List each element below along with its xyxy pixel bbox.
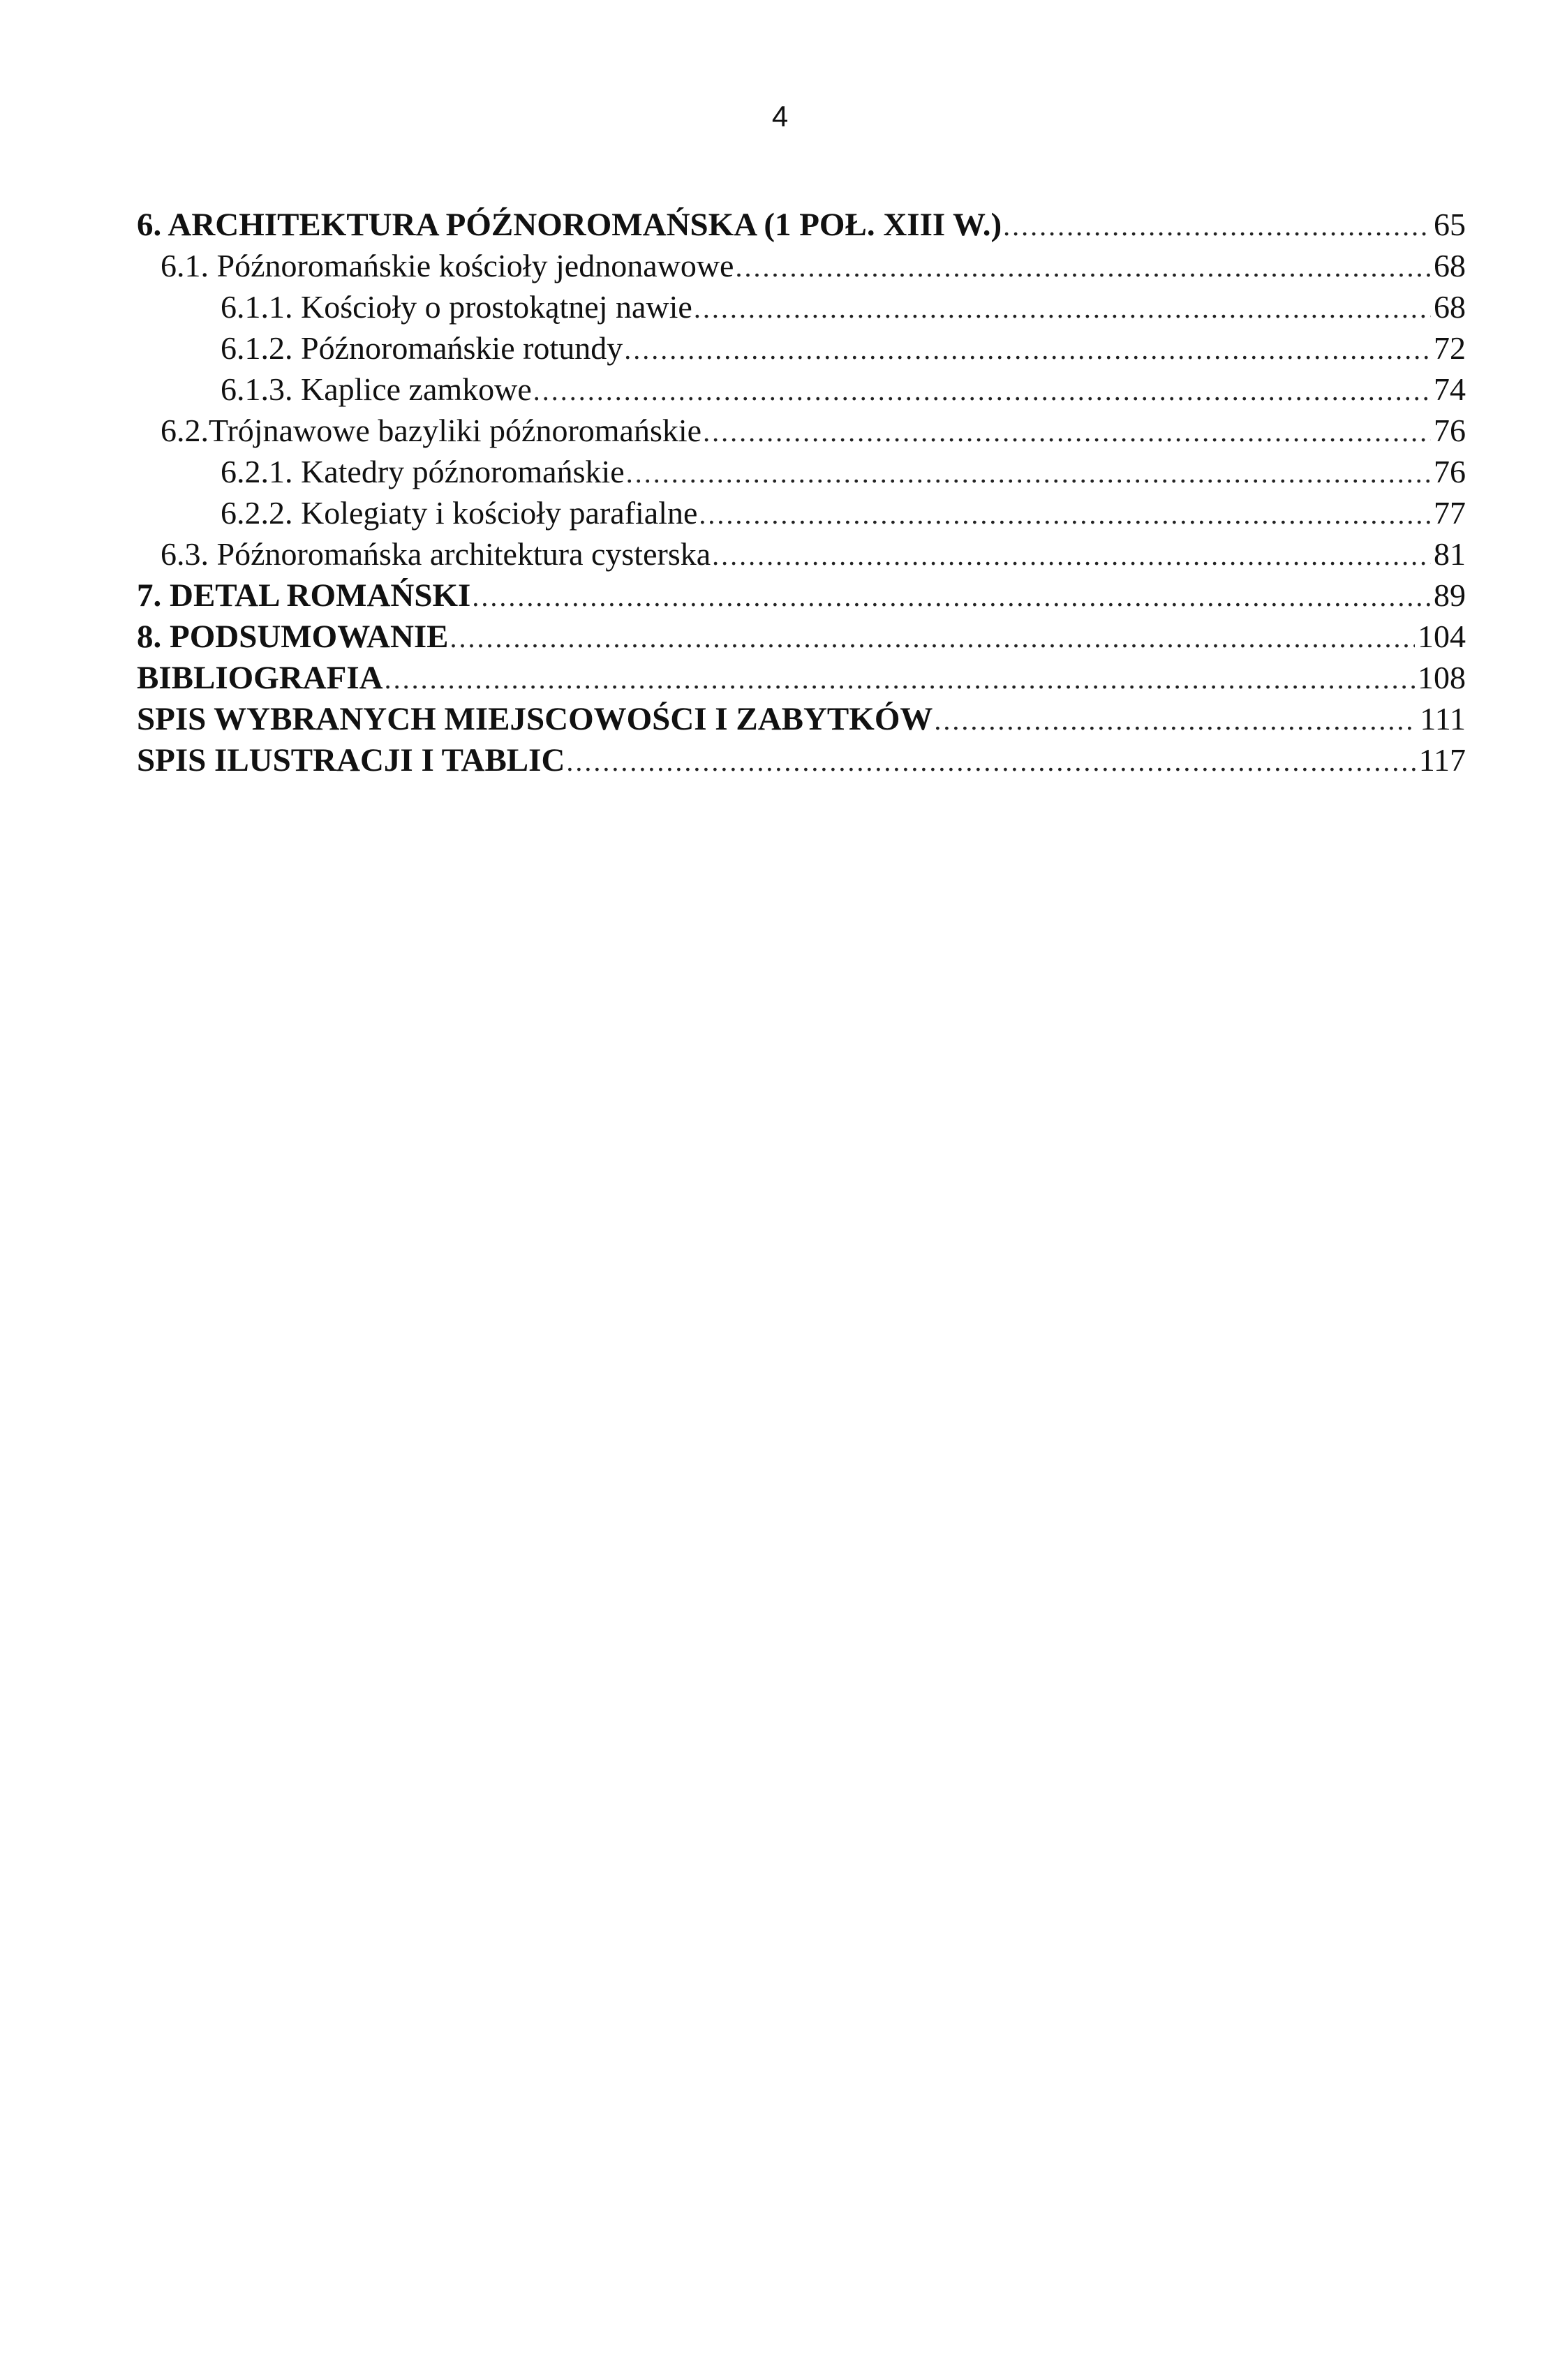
toc-entry-page: 89: [1434, 577, 1466, 613]
toc-leader-dots: [626, 452, 1431, 494]
toc-entry-label: 8. PODSUMOWANIE: [137, 619, 449, 655]
toc-leader-dots: [450, 617, 1415, 658]
toc-entry-label: BIBLIOGRAFIA: [137, 660, 383, 696]
toc-leader-dots: [1003, 205, 1431, 246]
toc-leader-dots: [566, 741, 1416, 782]
toc-leader-dots: [533, 370, 1431, 411]
toc-entry[interactable]: [137, 575, 1466, 616]
toc-leader-dots: [699, 494, 1431, 535]
toc-entry[interactable]: [137, 616, 1466, 657]
toc-leader-dots: [385, 658, 1415, 700]
toc-entry-label: 6.2.1. Katedry późnoromańskie: [221, 454, 625, 489]
toc-leader-dots: [694, 288, 1431, 329]
toc-entry-label: 6.1.3. Kaplice zamkowe: [221, 371, 532, 407]
toc-leader-dots: [472, 576, 1431, 617]
toc-entry-page: 81: [1434, 536, 1466, 572]
toc-entry-label: 6.3. Późnoromańska architektura cysterska: [161, 536, 711, 572]
toc-leader-dots: [934, 700, 1417, 741]
toc-entry-page: 76: [1434, 454, 1466, 489]
toc-entry-label: 6.1.2. Późnoromańskie rotundy: [221, 330, 623, 366]
toc-entry[interactable]: [137, 369, 1466, 410]
toc-entry-label: 6.2.Trójnawowe bazyliki późnoromańskie: [161, 413, 702, 448]
toc-entry[interactable]: [137, 698, 1466, 739]
toc-entry[interactable]: [137, 451, 1466, 492]
toc-entry-page: 117: [1418, 742, 1466, 778]
toc-entry[interactable]: [137, 657, 1466, 698]
toc-entry-label: 6.1.1. Kościoły o prostokątnej nawie: [221, 289, 692, 325]
toc-leader-dots: [712, 535, 1431, 576]
toc-entry-label: 7. DETAL ROMAŃSKI: [137, 577, 471, 614]
toc-entry-page: 77: [1434, 495, 1466, 531]
toc-entry[interactable]: [137, 410, 1466, 451]
toc-leader-dots: [703, 411, 1431, 452]
toc-entry[interactable]: [137, 327, 1466, 369]
toc-entry[interactable]: [137, 533, 1466, 575]
toc-entry-label: SPIS ILUSTRACJI I TABLIC: [137, 742, 565, 778]
toc-entry-page: 104: [1418, 619, 1466, 654]
toc-entry[interactable]: [137, 204, 1466, 245]
toc-entry-page: 111: [1420, 701, 1466, 737]
toc-entry-page: 72: [1434, 330, 1466, 366]
toc-entry-page: 68: [1434, 289, 1466, 325]
toc-entry-label: 6.2.2. Kolegiaty i kościoły parafialne: [221, 495, 698, 531]
toc-entry[interactable]: [137, 245, 1466, 286]
toc-entry-page: 68: [1434, 248, 1466, 283]
toc-entry-label: 6.1. Późnoromańskie kościoły jednonawowe: [161, 248, 734, 283]
toc-entry-label: 6. ARCHITEKTURA PÓŹNOROMAŃSKA (1 POŁ. XIII W.): [137, 207, 1002, 243]
toc-leader-dots: [624, 329, 1431, 370]
toc-entry[interactable]: [137, 492, 1466, 533]
toc-entry-page: 65: [1434, 207, 1466, 242]
page-number: 4: [771, 100, 789, 133]
toc-entry[interactable]: [137, 739, 1466, 781]
toc-entry-page: 74: [1434, 371, 1466, 407]
toc-entry[interactable]: [137, 286, 1466, 327]
toc-entry-page: 108: [1418, 660, 1466, 695]
table-of-contents: [137, 204, 1466, 781]
toc-entry-label: SPIS WYBRANYCH MIEJSCOWOŚCI I ZABYTKÓW: [137, 701, 933, 737]
toc-leader-dots: [735, 246, 1431, 288]
toc-entry-page: 76: [1434, 413, 1466, 448]
